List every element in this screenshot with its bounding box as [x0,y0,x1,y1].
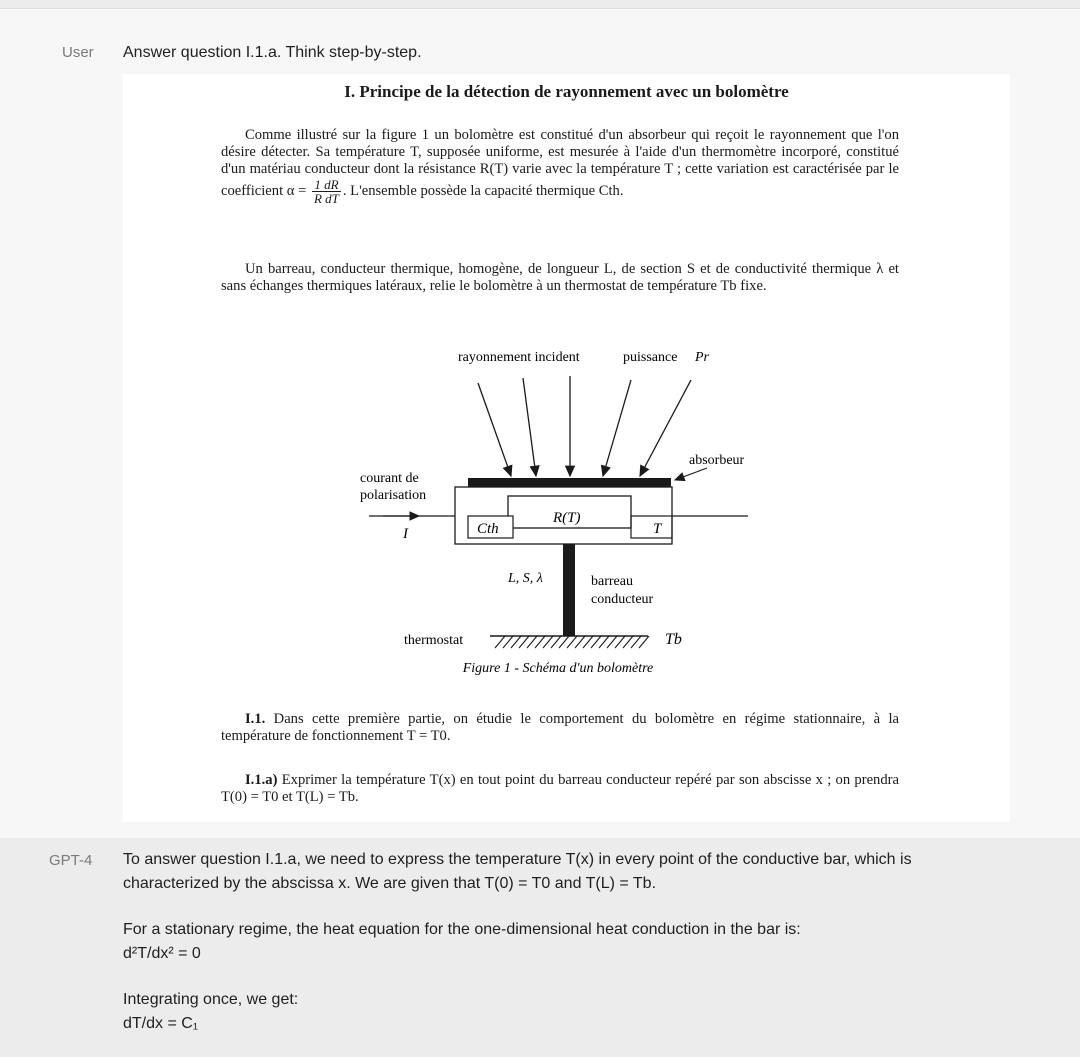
absorber-pointer-arrow [675,468,707,480]
label-absorbeur: absorbeur [689,453,745,468]
document-paragraph-1 [221,127,899,205]
label-LSlambda: L, S, λ [508,571,543,586]
radiation-arrow-5 [640,380,691,476]
absorber-plate [468,478,671,487]
radiation-arrow-1 [478,383,511,476]
thermostat-hatch [495,636,649,648]
label-I: I [403,526,408,542]
label-courant-de: courant de [360,471,419,486]
radiation-arrow-2 [523,378,536,476]
label-Cth: Cth [477,521,499,537]
assistant-response [123,848,983,1036]
label-Tb: Tb [665,631,682,648]
label-puissance: puissance [623,350,678,365]
label-T: T [653,521,662,537]
document-title: I. Principe de la détection de rayonnement avec un bolomètre [344,82,789,101]
user-label: User [62,44,94,61]
label-RT: R(T) [553,510,581,526]
conductive-bar [563,544,575,636]
assistant-label: GPT-4 [49,852,93,869]
figure-caption: Figure 1 - Schéma d'un bolomètre [462,661,654,676]
label-barreau: barreau [591,574,633,589]
equation-line: dT/dx = C₁ [123,1015,199,1032]
label-power-symbol: Pr [695,350,709,365]
label-polarisation: polarisation [360,488,427,503]
paragraph-1-text: Comme illustré sur la figure 1 un bolomètre est constitué d'un absorbeur qui reçoit le rayonnement que l'on désire détecter. Sa température T, supposée uniforme, est mesurée à l'aide d'un thermomètre incorporé, constitué d'un matériau conducteur dont la résistance R(T) varie avec la température T ; cette variation est caractérisée par le coefficient α = [221,127,899,199]
bolometer-diagram [123,336,1010,686]
radiation-arrow-4 [603,380,631,476]
question-I1a: I.1.a) Exprimer la température T(x) en tout point du barreau conducteur repéré par son abscisse x ; on prendra T(0) = T0 et T(L) = Tb. [221,772,899,805]
assistant-paragraph: For a stationary regime, the heat equation for the one-dimensional heat conduction in the bar is: [123,921,801,938]
label-conducteur: conducteur [591,592,654,607]
t-box [631,516,672,538]
equation-line: d²T/dx² = 0 [123,945,201,962]
document-paragraph-2: Un barreau, conducteur thermique, homogène, de longueur L, de section S et de conductivité thermique λ et sans échanges thermiques latéraux, relie le bolomètre à un thermostat de température Tb fixe. [221,261,899,294]
paragraph-1-end: . L'ensemble possède la capacité thermique Cth. [342,182,624,199]
assistant-paragraph: Integrating once, we get: [123,991,299,1008]
attached-document-image[interactable] [123,74,1010,822]
top-bar [0,0,1080,9]
assistant-paragraph: To answer question I.1.a, we need to express the temperature T(x) in every point of the conductive bar, which is characterized by the abscissa x. We are given that T(0) = T0 and T(L) = Tb. [123,851,912,892]
user-prompt: Answer question I.1.a. Think step-by-step. [123,44,422,61]
label-rayonnement-incident: rayonnement incident [458,350,580,365]
question-I1: I.1. Dans cette première partie, on étudie le comportement du bolomètre en régime stationnaire, à la température de fonctionnement T = T0. [221,711,899,744]
assistant-message [0,838,1080,1057]
label-thermostat: thermostat [404,633,464,648]
alpha-fraction: $\frac{1 dR}{\text{R dT}}$ [313,177,339,206]
